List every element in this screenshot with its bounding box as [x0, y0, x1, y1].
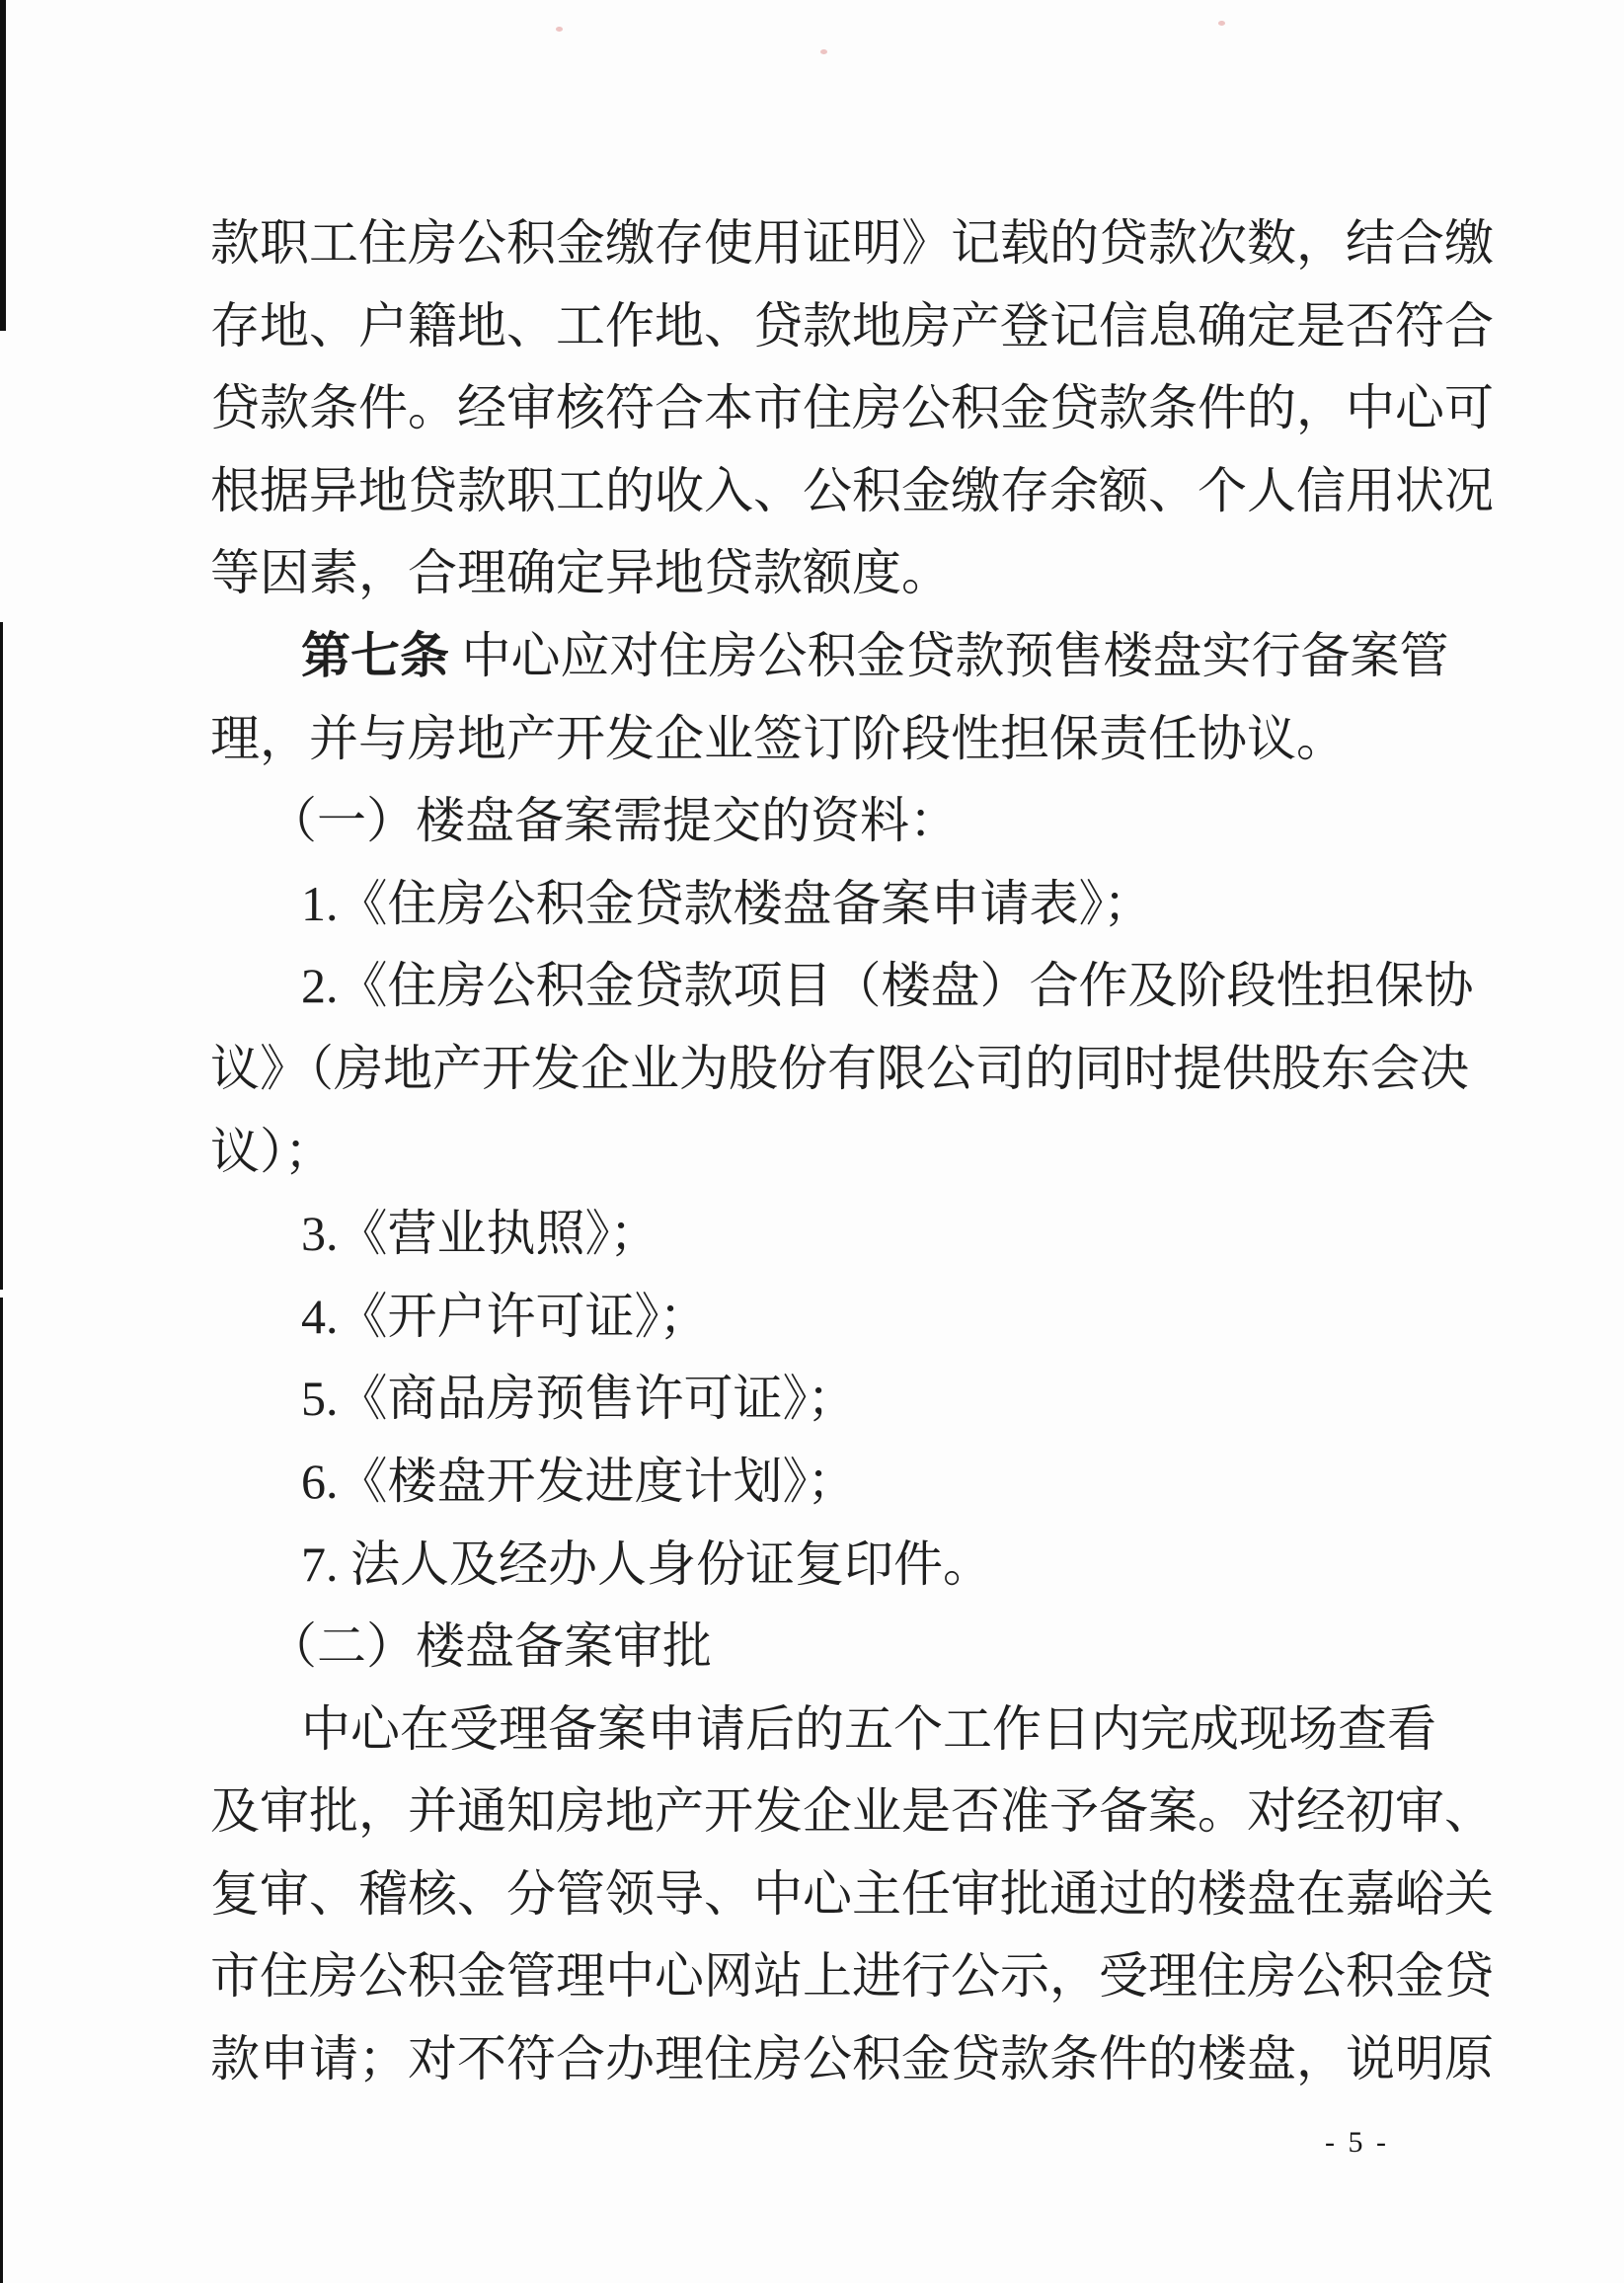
text-line	[210, 1111, 1624, 1194]
text-block	[210, 202, 1624, 2101]
scan-artifact-edge-line	[0, 622, 3, 1290]
text-line	[301, 615, 1624, 698]
body-text: 6.《楼盘开发进度计划》；	[301, 1453, 857, 1509]
body-text: 2.《住房公积金贷款项目（楼盘）合作及阶段性担保协	[301, 958, 1474, 1014]
body-text: 3.《营业执照》；	[301, 1206, 659, 1262]
text-line	[301, 945, 1624, 1028]
text-line	[301, 1358, 1624, 1441]
page-number: - 5 -	[1325, 2126, 1389, 2159]
text-line	[210, 1771, 1624, 1853]
body-text: 存地、户籍地、工作地、贷款地房产登记信息确定是否符合	[210, 297, 1494, 354]
article-heading-text: 第七条	[301, 627, 449, 683]
body-text: （二）楼盘备案审批	[268, 1618, 712, 1675]
text-line	[210, 1853, 1624, 1936]
body-text: 贷款条件。经审核符合本市住房公积金贷款条件的，中心可	[210, 380, 1494, 436]
text-line	[301, 1441, 1624, 1524]
body-text: 中心在受理备案申请后的五个工作日内完成现场查看	[301, 1700, 1436, 1757]
body-text: 中心应对住房公积金贷款预售楼盘实行备案管	[449, 627, 1449, 683]
text-line	[301, 863, 1624, 946]
body-text: 根据异地贷款职工的收入、公积金缴存余额、个人信用状况	[210, 462, 1494, 518]
body-text: 议）；	[210, 1123, 334, 1179]
text-line	[210, 2018, 1624, 2101]
text-line	[210, 1935, 1624, 2018]
scan-artifact-edge-line	[0, 0, 6, 331]
text-line	[301, 1524, 1624, 1607]
text-line	[210, 698, 1624, 781]
body-text: 等因素，合理确定异地贷款额度。	[210, 545, 951, 601]
body-text: 7. 法人及经办人身份证复印件。	[301, 1535, 992, 1592]
body-text: 款职工住房公积金缴存使用证明》记载的贷款次数，结合缴	[210, 215, 1494, 271]
body-text: 理，并与房地产开发企业签订阶段性担保责任协议。	[210, 710, 1346, 766]
text-line	[210, 202, 1624, 285]
text-line	[210, 1028, 1624, 1111]
text-line	[210, 285, 1624, 368]
text-line	[301, 1193, 1624, 1276]
body-text: 及审批，并通知房地产开发企业是否准予备案。对经初审、	[210, 1783, 1494, 1840]
scan-artifact-speck	[556, 27, 563, 32]
text-line	[301, 1276, 1624, 1359]
body-text: 议》（房地产开发企业为股份有限公司的同时提供股东会决	[210, 1040, 1469, 1096]
body-text: 1.《住房公积金贷款楼盘备案申请表》；	[301, 875, 1153, 931]
body-text: （一）楼盘备案需提交的资料：	[268, 793, 959, 849]
body-text: 4.《开户许可证》；	[301, 1288, 709, 1344]
text-line	[268, 1606, 1624, 1689]
text-line	[301, 1689, 1624, 1771]
body-text: 复审、稽核、分管领导、中心主任审批通过的楼盘在嘉峪关	[210, 1865, 1494, 1922]
text-line	[268, 780, 1624, 863]
text-line	[210, 367, 1624, 450]
text-line	[210, 450, 1624, 533]
body-text: 市住房公积金管理中心网站上进行公示，受理住房公积金贷	[210, 1948, 1494, 2005]
text-line	[210, 532, 1624, 615]
body-text: 5.《商品房预售许可证》；	[301, 1371, 857, 1427]
scan-artifact-speck	[820, 49, 827, 54]
body-text: 款申请；对不符合办理住房公积金贷款条件的楼盘，说明原	[210, 2031, 1494, 2087]
scan-artifact-edge-line	[0, 1298, 3, 2283]
scan-artifact-speck	[1218, 21, 1225, 26]
